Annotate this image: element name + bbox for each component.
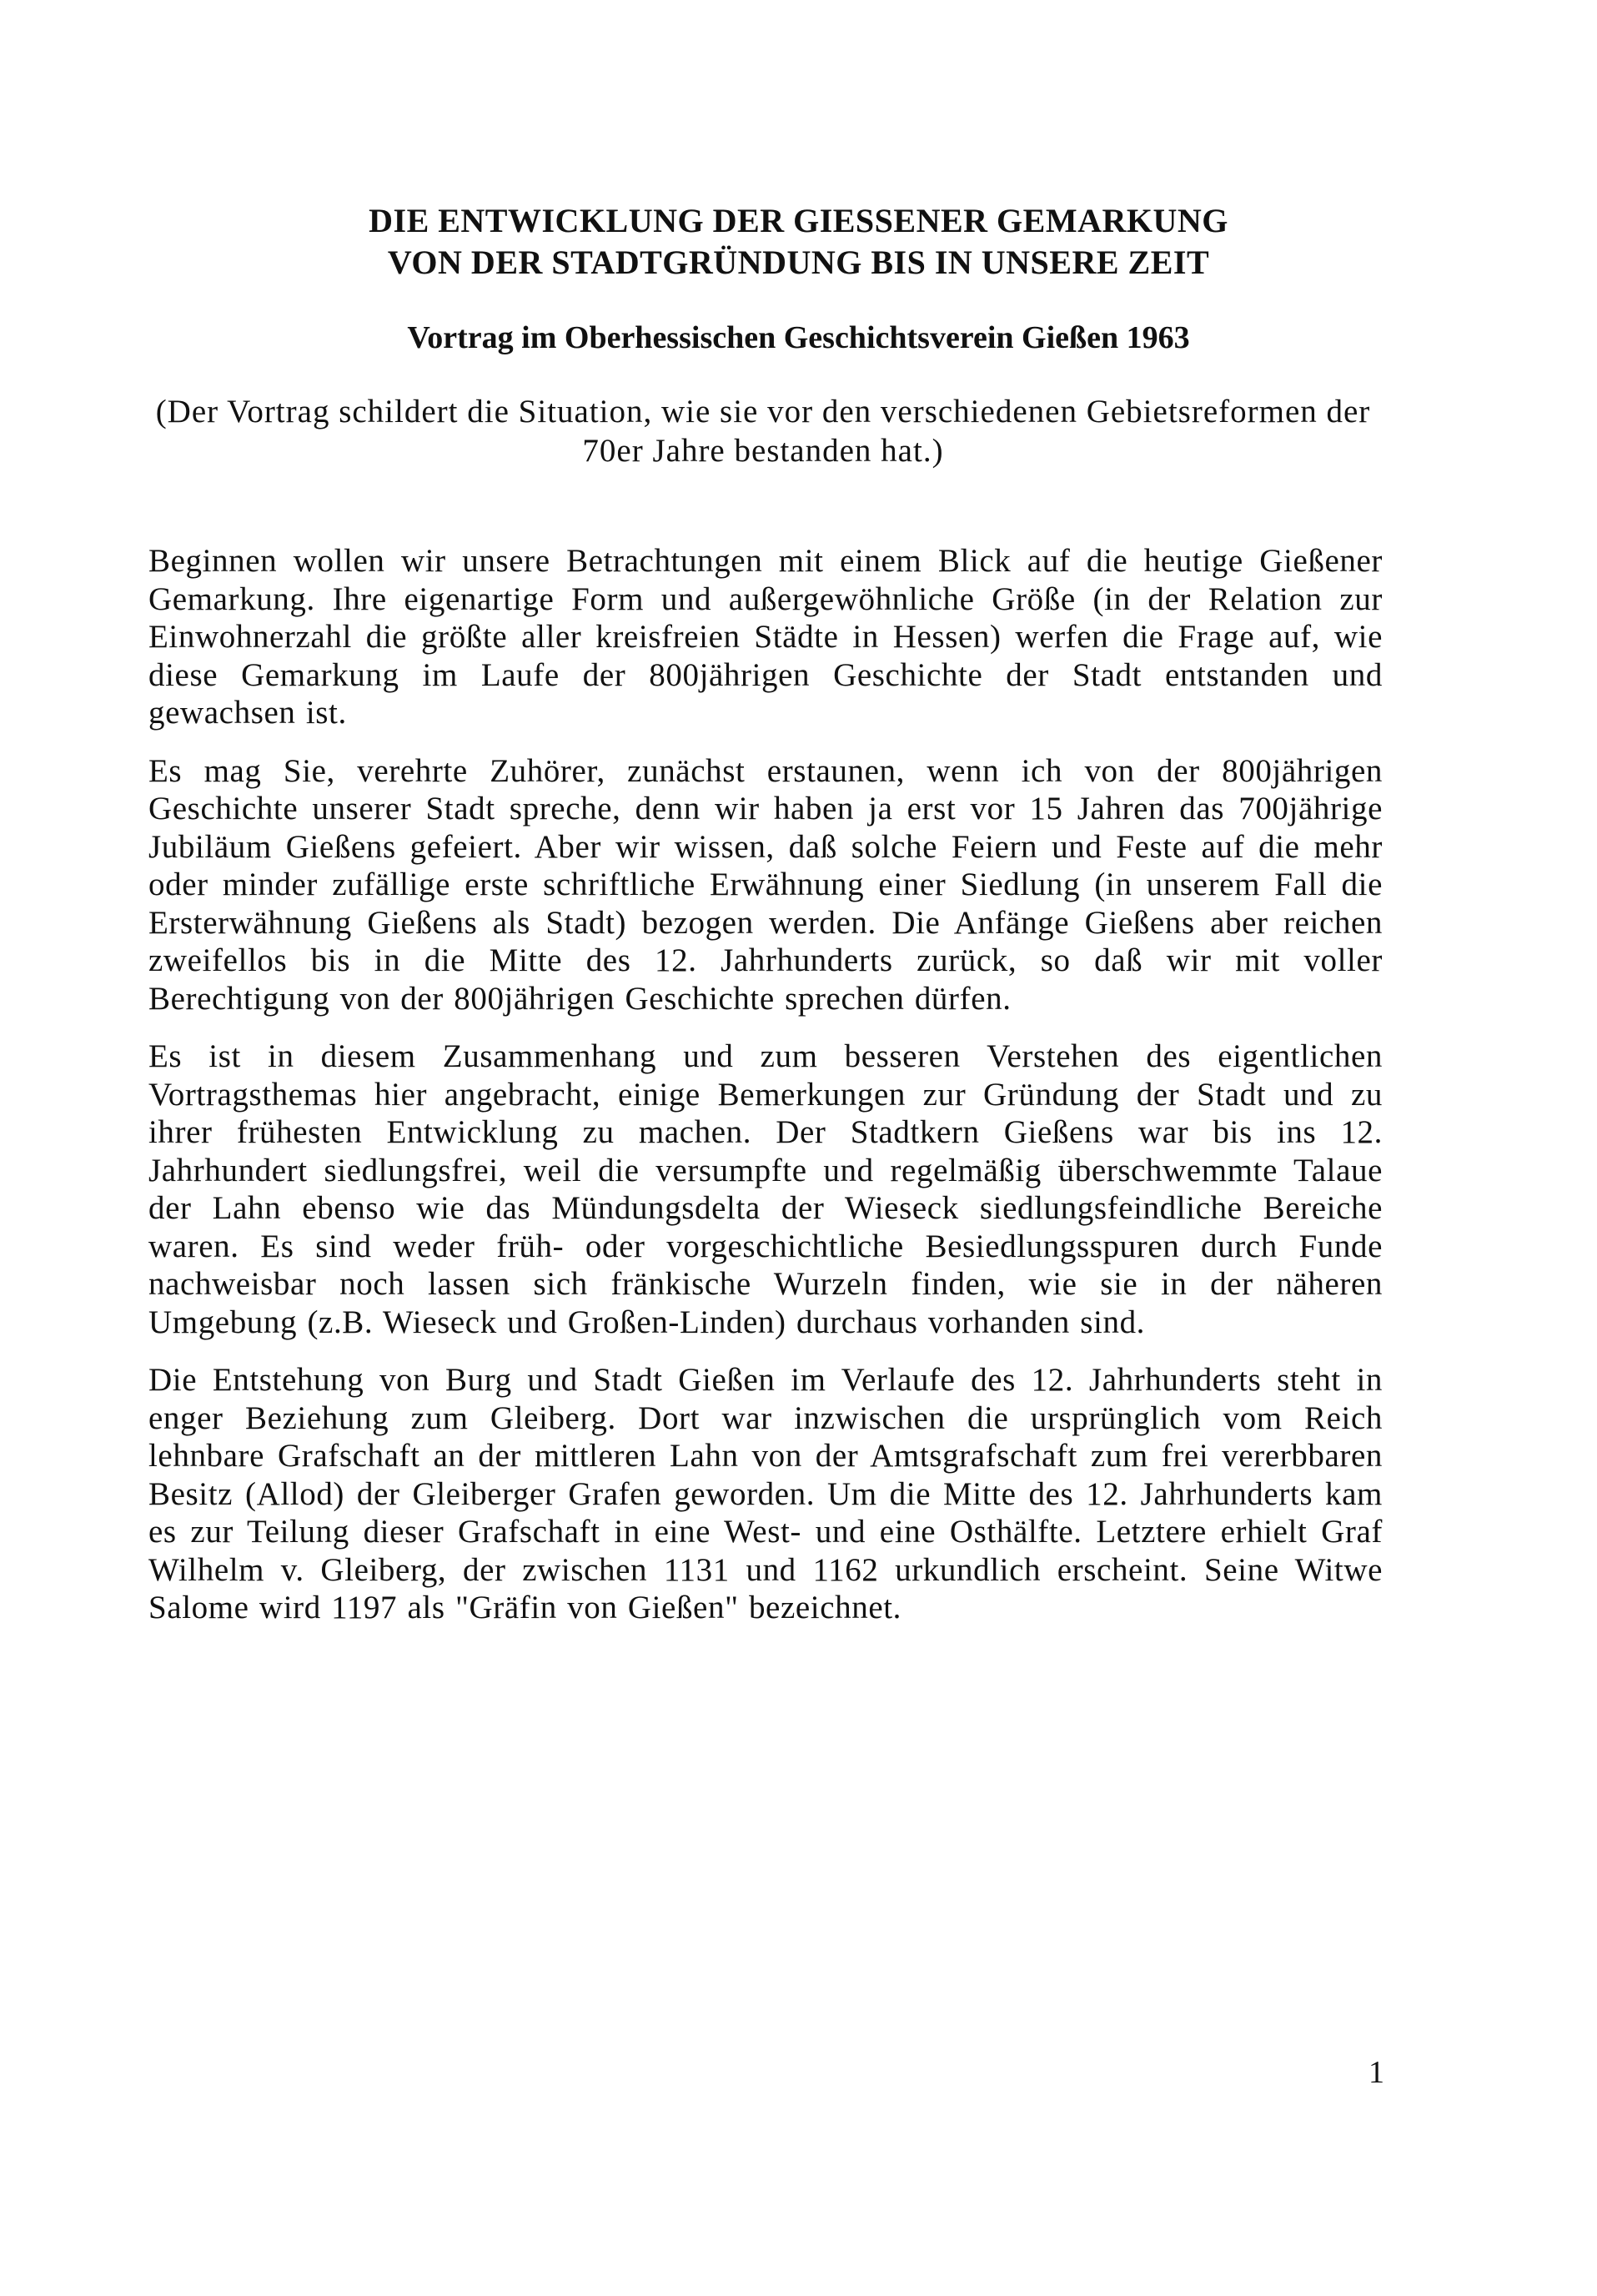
paragraph-4: Die Entstehung von Burg und Stadt Gießen im Verlaufe des 12. Jahrhunderts steht in enger Beziehung zum Gleiberg. Dort war inzwischen die ursprünglich vom Reich lehnbare Grafschaft an der mittleren Lahn von der Amtsgrafschaft zum frei vererbbaren Besitz (Allod) der Gleiberger Grafen geworden. Um die Mitte des 12. Jahrhunderts kam es zur Teilung dieser Grafschaft in eine West- und eine Osthälfte. Letztere erhielt Graf Wilhelm v. Gleiberg, der zwischen 1131 und 1162 urkundlich erscheint. Seine Witwe Salome wird 1197 als "Gräfin von Gießen" bezeichnet. [148,1362,1383,1625]
document-subtitle: Vortrag im Oberhessischen Geschichtsverein Gießen 1963 [407,320,1190,355]
document-title-line-2: VON DER STADTGRÜNDUNG BIS IN UNSERE ZEIT [387,244,1210,281]
document-body [148,542,1383,1647]
document-title-line-1: DIE ENTWICKLUNG DER GIESSENER GEMARKUNG [369,202,1228,239]
page-number: 1 [1368,2055,1384,2090]
paragraph-3: Es ist in diesem Zusammenhang und zum besseren Verstehen des eigentlichen Vortragsthemas hier angebracht, einige Bemerkungen zur Gründung der Stadt und zu ihrer frühesten Entwicklung zu machen. Der Stadtkern Gießens war bis ins 12. Jahrhundert siedlungsfrei, weil die versumpfte und regelmäßig überschwemmte Talaue der Lahn ebenso wie das Mündungsdelta der Wieseck siedlungsfeindliche Bereiche waren. Es sind weder früh- oder vorgeschichtliche Besiedlungsspuren durch Funde nachweisbar noch lassen sich fränkische Wurzeln finden, wie sie in der näheren Umgebung (z.B. Wieseck und Großen-Linden) durchaus vorhanden sind. [148,1038,1383,1340]
paragraph-1: Beginnen wollen wir unsere Betrachtungen mit einem Blick auf die heutige Gießener Gemarkung. Ihre eigenartige Form und außergewöhnliche Größe (in der Relation zur Einwohnerzahl die größte aller kreisfreien Städte in Hessen) werfen die Frage auf, wie diese Gemarkung im Laufe der 800jährigen Geschichte der Stadt entstanden und gewachsen ist. [148,543,1383,731]
paragraph-2: Es mag Sie, verehrte Zuhörer, zunächst erstaunen, wenn ich von der 800jährigen Geschichte unserer Stadt spreche, denn wir haben ja erst vor 15 Jahren das 700jährige Jubiläum Gießens gefeiert. Aber wir wissen, daß solche Feiern und Feste auf die mehr oder minder zufällige erste schriftliche Erwähnung einer Siedlung (in unserem Fall die Ersterwähnung Gießens als Stadt) bezogen werden. Die Anfänge Gießens aber reichen zweifellos bis in die Mitte des 12. Jahrhunderts zurück, so daß wir mit voller Berechtigung von der 800jährigen Geschichte sprechen dürfen. [148,752,1383,1017]
document-note: (Der Vortrag schildert die Situation, wie sie vor den verschiedenen Gebietsreformen der 70er Jahre bestanden hat.) [155,394,1371,469]
